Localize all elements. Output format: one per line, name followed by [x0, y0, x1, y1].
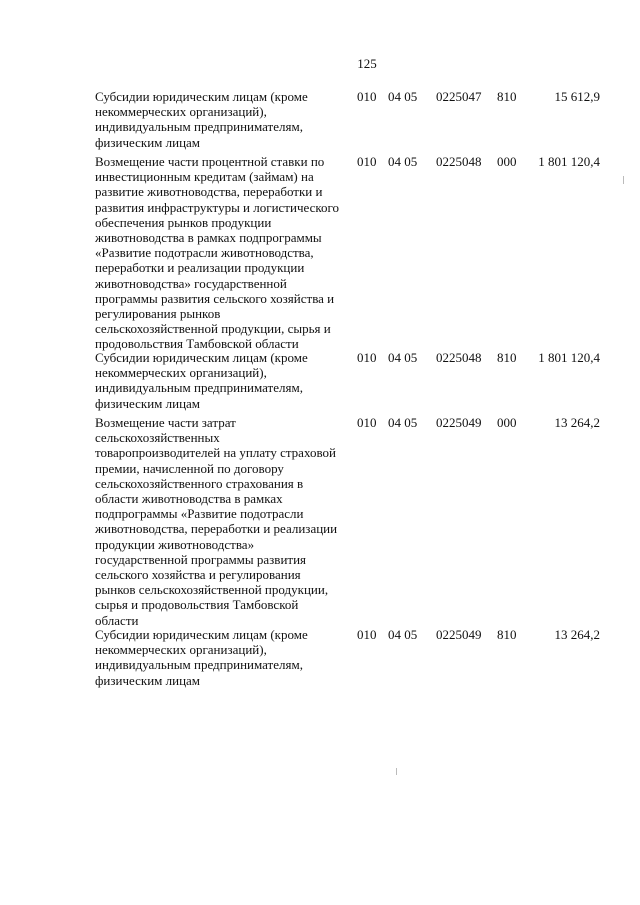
code-expense-type: 000	[497, 154, 517, 169]
description-line: товаропроизводителей на уплату страховой	[95, 445, 336, 461]
description-line: животноводства, переработки и реализации	[95, 521, 338, 537]
code-section: 04 05	[388, 415, 418, 430]
description-line: продукции животноводства»	[95, 536, 255, 552]
description-line: сельского хозяйства и регулирования	[95, 567, 301, 583]
description-line: обеспечения рынков продукции	[95, 214, 272, 230]
description-line: развития инфраструктуры и логистического	[95, 199, 340, 215]
code-target-article: 0225049	[436, 415, 482, 430]
description-line: программы развития сельского хозяйства и	[95, 290, 335, 306]
description-line: индивидуальным предпринимателям,	[95, 380, 303, 396]
row-amount: 1 801 120,4	[538, 154, 600, 169]
code-ministry: 010	[357, 415, 377, 430]
description-line: физическим лицам	[95, 672, 201, 688]
description-line: индивидуальным предпринимателям,	[95, 657, 303, 673]
code-target-article: 0225048	[436, 350, 482, 365]
code-expense-type: 810	[497, 350, 517, 365]
description-line: Субсидии юридическим лицам (кроме	[95, 89, 308, 104]
code-expense-type: 810	[497, 627, 517, 642]
code-target-article: 0225047	[436, 89, 482, 104]
description-line: инвестиционным кредитам (займам) на	[95, 169, 314, 185]
code-ministry: 010	[357, 154, 377, 169]
page-number: 125	[357, 56, 377, 71]
code-section: 04 05	[388, 350, 418, 365]
description-line: рынков сельскохозяйственной продукции,	[95, 582, 329, 598]
code-ministry: 010	[357, 627, 377, 642]
description-line: животноводства в рамках подпрограммы	[95, 230, 322, 246]
description-line: продовольствия Тамбовской области	[95, 336, 299, 352]
row-amount: 15 612,9	[554, 89, 600, 104]
row-description	[95, 415, 349, 628]
description-line: «Развитие подотрасли животноводства,	[95, 245, 314, 261]
description-line: государственной программы развития	[95, 551, 307, 567]
description-line: области	[95, 612, 139, 628]
code-target-article: 0225048	[436, 154, 482, 169]
row-description	[95, 89, 349, 150]
description-line: подпрограммы «Развитие подотрасли	[95, 506, 304, 522]
description-line: Возмещение части процентной ставки по	[95, 154, 325, 169]
row-amount: 13 264,2	[554, 627, 600, 642]
description-line: животноводства» государственной	[95, 275, 287, 291]
code-ministry: 010	[357, 350, 377, 365]
description-line: сельскохозяйственной продукции, сырья и	[95, 321, 331, 337]
description-line: физическим лицам	[95, 395, 201, 411]
description-line: Субсидии юридическим лицам (кроме	[95, 627, 308, 642]
code-section: 04 05	[388, 89, 418, 104]
description-line: физическим лицам	[95, 134, 201, 150]
description-line: переработки и реализации продукции	[95, 260, 305, 276]
description-line: регулирования рынков	[95, 306, 221, 322]
code-section: 04 05	[388, 627, 418, 642]
code-ministry: 010	[357, 89, 377, 104]
row-description	[95, 350, 349, 411]
description-line: некоммерческих организаций),	[95, 104, 267, 120]
scan-speck	[396, 768, 397, 775]
description-line: Субсидии юридическим лицам (кроме	[95, 350, 308, 365]
description-line: сельскохозяйственного страхования в	[95, 475, 304, 491]
description-line: премии, начисленной по договору	[95, 460, 284, 476]
row-amount: 1 801 120,4	[538, 350, 600, 365]
description-line: Возмещение части затрат	[95, 415, 236, 430]
code-expense-type: 000	[497, 415, 517, 430]
code-section: 04 05	[388, 154, 418, 169]
description-line: некоммерческих организаций),	[95, 365, 267, 381]
code-expense-type: 810	[497, 89, 517, 104]
row-description	[95, 627, 349, 688]
description-line: сельскохозяйственных	[95, 430, 220, 446]
row-amount: 13 264,2	[554, 415, 600, 430]
row-description	[95, 154, 349, 352]
description-line: сырья и продовольствия Тамбовской	[95, 597, 299, 613]
description-line: некоммерческих организаций),	[95, 642, 267, 658]
description-line: развитие животноводства, переработки и	[95, 184, 323, 200]
scan-speck	[623, 176, 624, 184]
description-line: индивидуальным предпринимателям,	[95, 119, 303, 135]
description-line: области животноводства в рамках	[95, 491, 283, 507]
code-target-article: 0225049	[436, 627, 482, 642]
